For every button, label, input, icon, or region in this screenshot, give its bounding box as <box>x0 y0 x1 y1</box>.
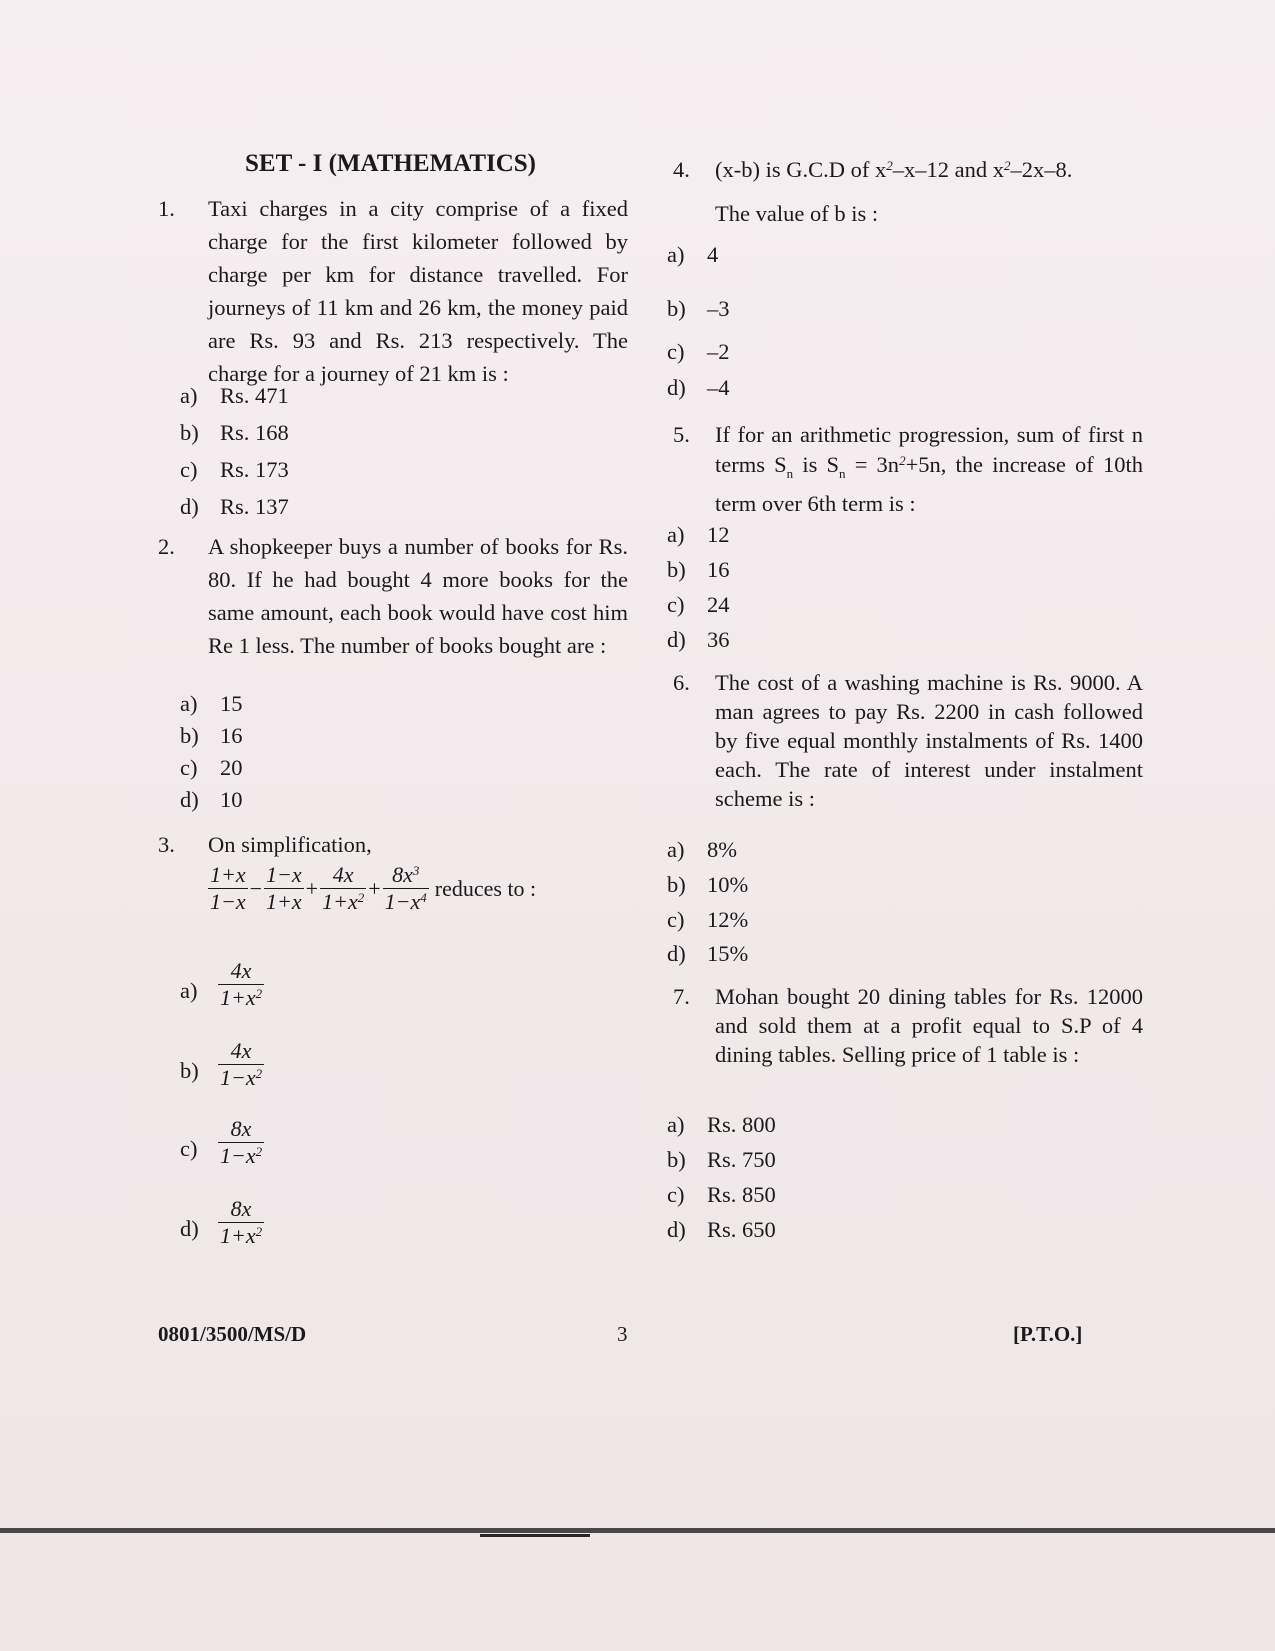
question-1 <box>158 192 628 390</box>
option-b-fraction: $\frac{4x}{1-x^2}$ <box>220 1038 263 1090</box>
option: c) 24 <box>667 592 730 617</box>
simplification-expression: $\frac{1+x}{1-x}$ − $\frac{1-x}{1+x}$ + $\frac{4x}{1+x^2}$ + $\frac{8x^3}{1-x^4}$ reduces to : <box>210 862 537 914</box>
option: b) –3 <box>667 296 730 321</box>
option: d) 10 <box>180 787 243 812</box>
option: a) 12 <box>667 522 730 547</box>
option-d-fraction: $\frac{8x}{1+x^2}$ <box>220 1196 263 1248</box>
option: a) 8% <box>667 837 737 862</box>
question-number: 3. <box>158 832 175 857</box>
question-text: The value of b is : <box>715 201 879 226</box>
question-number: 2. <box>158 534 175 559</box>
option-a: a) <box>180 978 198 1003</box>
option: b) 16 <box>180 723 243 748</box>
option-b: b) <box>180 1058 199 1083</box>
page-number: 3 <box>617 1322 628 1346</box>
option: b) Rs. 750 <box>667 1147 776 1172</box>
option: c) 20 <box>180 755 243 780</box>
option: a) 4 <box>667 242 719 267</box>
option: b) 16 <box>667 557 730 582</box>
option: c) Rs. 850 <box>667 1182 776 1207</box>
option: c) Rs. 173 <box>180 457 289 482</box>
option: b) 10% <box>667 872 749 897</box>
option-c-fraction: $\frac{8x}{1-x^2}$ <box>220 1116 263 1168</box>
question-7 <box>673 982 1143 1069</box>
question-text: Mohan bought 20 dining tables for Rs. 12000 and sold them at a profit equal to S.P of 4 dining tables. Selling price of 1 table is : <box>715 984 1143 1067</box>
question-text: A shopkeeper buys a number of books for Rs. 80. If he had bought 4 more books for the same amount, each book would have cost him Re 1 less. The number of books bought are : <box>208 534 628 658</box>
question-3 <box>158 828 628 861</box>
option: a) Rs. 800 <box>667 1112 776 1137</box>
pto-marker: [P.T.O.] <box>1013 1322 1083 1346</box>
question-number: 1. <box>158 196 175 221</box>
question-5: 5. If for an arithmetic progression, sum of first n terms $S_n$ is $S_n = 3n^2+5n$, the increase of 10th term over 6th term is : <box>673 422 1143 516</box>
option-c: c) <box>180 1136 198 1161</box>
option: b) Rs. 168 <box>180 420 289 445</box>
option: c) –2 <box>667 339 730 364</box>
question-6 <box>673 668 1143 813</box>
bottom-rule-mark <box>480 1534 590 1537</box>
option: c) 12% <box>667 907 749 932</box>
option: d) –4 <box>667 375 730 400</box>
paper-code: 0801/3500/MS/D <box>158 1322 307 1346</box>
option-a-fraction: $\frac{4x}{1+x^2}$ <box>220 958 263 1010</box>
option: a) Rs. 471 <box>180 383 289 408</box>
expression-tail: reduces to : <box>434 875 537 901</box>
question-text: Taxi charges in a city comprise of a fixed charge for the first kilometer followed by charge per km for distance travelled. For journeys of 11 km and 26 km, the money paid are Rs. 93 and Rs. 213 respectively. The charge for a journey of 21 km is : <box>208 196 628 386</box>
question-number: 7. <box>673 984 690 1009</box>
question-4: 4. (x-b) is G.C.D of $x^2-x-12$ and $x^2-2x-8$. The value of b is : <box>673 148 1143 236</box>
option: d) 15% <box>667 941 749 966</box>
question-text: On simplification, <box>208 832 372 857</box>
question-2 <box>158 530 628 662</box>
section-title: SET - I (MATHEMATICS) <box>245 150 537 177</box>
option-d: d) <box>180 1216 199 1241</box>
bottom-rule <box>0 1528 1275 1533</box>
option: d) 36 <box>667 627 730 652</box>
option: d) Rs. 137 <box>180 494 289 519</box>
question-text: The cost of a washing machine is Rs. 9000. A man agrees to pay Rs. 2200 in cash followed by five equal monthly instalments of Rs. 1400 each. The rate of interest under instalment scheme is : <box>715 670 1143 811</box>
question-number: 6. <box>673 670 690 695</box>
question-number: 4. <box>673 157 690 182</box>
option: d) Rs. 650 <box>667 1217 776 1242</box>
question-number: 5. <box>673 422 690 447</box>
option: a) 15 <box>180 691 243 716</box>
